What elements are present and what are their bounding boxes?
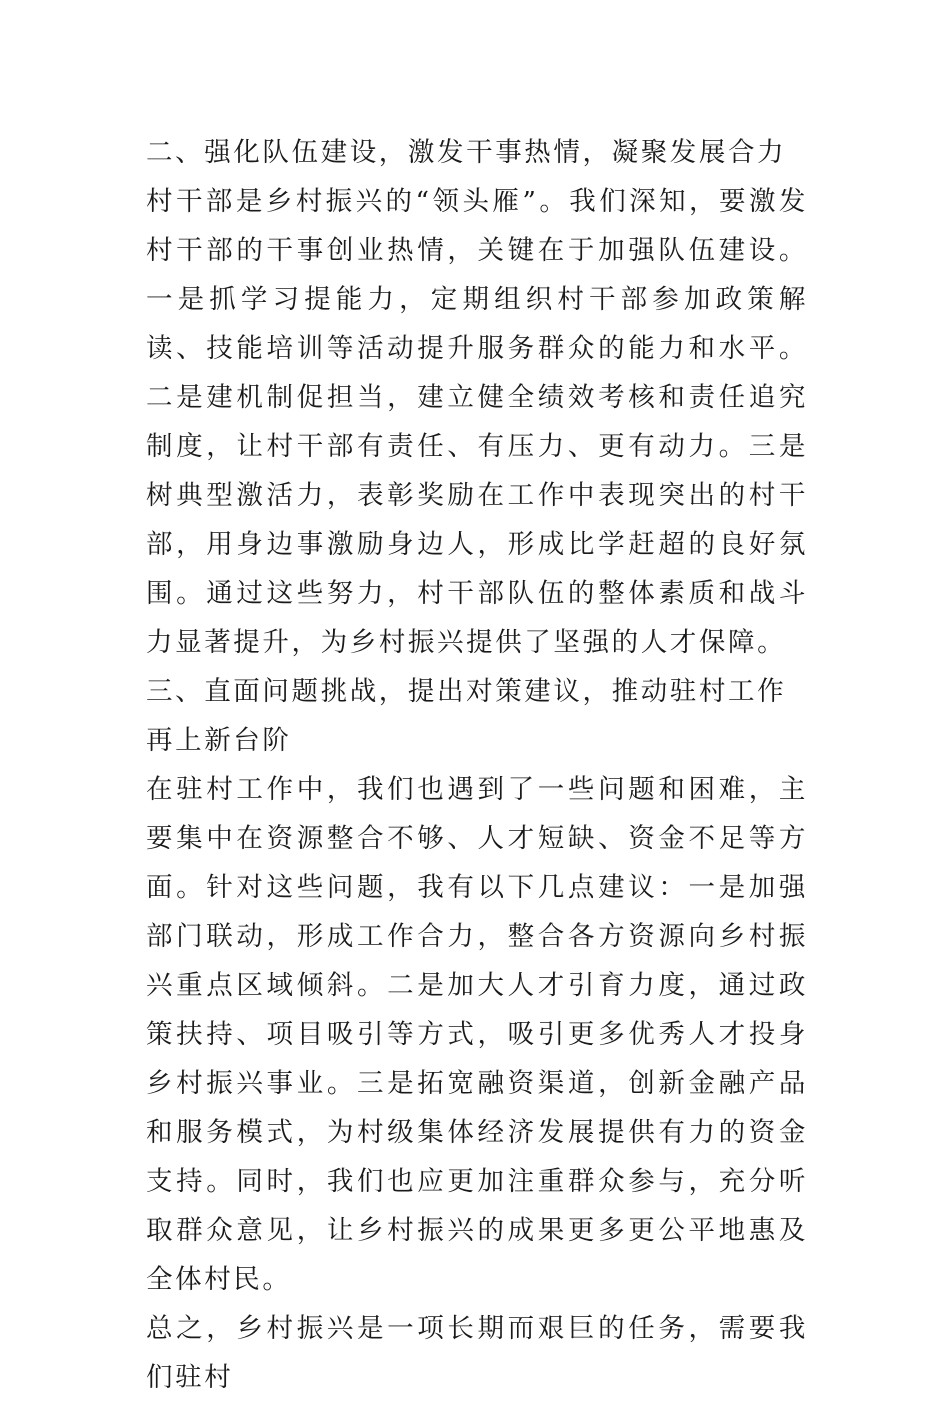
document-body: [146, 128, 808, 1402]
paragraph-conclusion: 总之，乡村振兴是一项长期而艰巨的任务，需要我们驻村: [146, 1313, 808, 1393]
paragraph-cadre-team-building: 村干部是乡村振兴的“领头雁”。我们深知，要激发村干部的干事创业热情，关键在于加强队伍建设。一是抓学习提能力，定期组织村干部参加政策解读、技能培训等活动提升服务群众的能力和水平。二是建机制促担当，建立健全绩效考核和责任追究制度，让村干部有责任、有压力、更有动力。三是树典型激活力，表彰奖励在工作中表现突出的村干部，用身边事激励身边人，形成比学赶超的良好氛围。通过这些努力，村干部队伍的整体素质和战斗力显著提升，为乡村振兴提供了坚强的人才保障。: [146, 186, 808, 658]
paragraph-problems-and-suggestions: 在驻村工作中，我们也遇到了一些问题和困难，主要集中在资源整合不够、人才短缺、资金不足等方面。针对这些问题，我有以下几点建议：一是加强部门联动，形成工作合力，整合各方资源向乡村振兴重点区域倾斜。二是加大人才引育力度，通过政策扶持、项目吸引等方式，吸引更多优秀人才投身乡村振兴事业。三是拓宽融资渠道，创新金融产品和服务模式，为村级集体经济发展提供有力的资金支持。同时，我们也应更加注重群众参与，充分听取群众意见，让乡村振兴的成果更多更公平地惠及全体村民。: [146, 774, 808, 1295]
section-heading-3: 三、直面问题挑战，提出对策建议，推动驻村工作再上新台阶: [146, 676, 787, 756]
section-heading-2: 二、强化队伍建设，激发干事热情，凝聚发展合力: [146, 137, 787, 168]
